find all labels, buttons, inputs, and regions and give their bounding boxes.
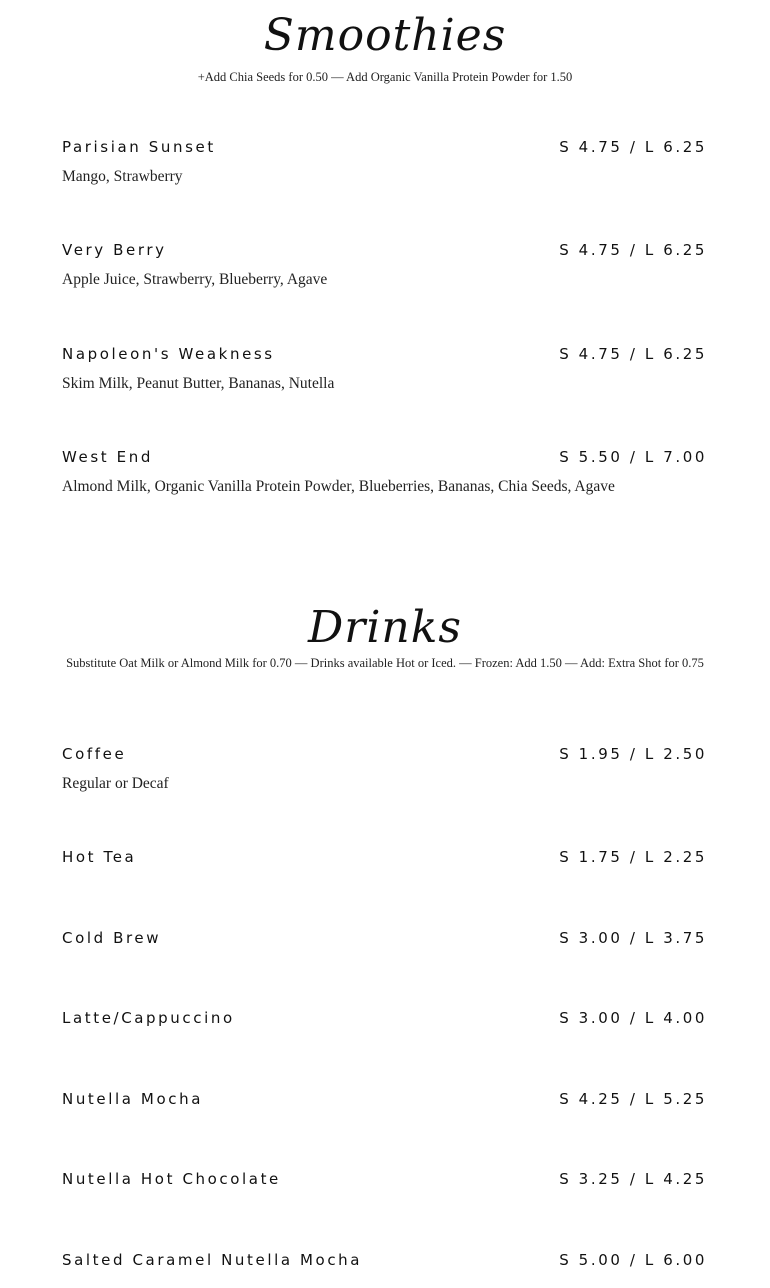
item-description: Apple Juice, Strawberry, Blueberry, Agave	[62, 271, 328, 288]
item-price: S 5.00 / L 6.00	[559, 1251, 707, 1269]
item-name: Napoleon's Weakness	[62, 345, 275, 363]
item-price: S 3.00 / L 4.00	[559, 1009, 707, 1027]
item-price: S 3.25 / L 4.25	[559, 1170, 707, 1188]
item-price: S 3.00 / L 3.75	[559, 929, 707, 947]
item-price: S 4.25 / L 5.25	[559, 1090, 707, 1108]
item-description: Almond Milk, Organic Vanilla Protein Powder, Blueberries, Bananas, Chia Seeds, Agave	[62, 478, 615, 495]
item-price: S 1.75 / L 2.25	[559, 848, 707, 866]
item-name: Parisian Sunset	[62, 138, 216, 156]
item-description: Mango, Strawberry	[62, 168, 183, 185]
item-price: S 4.75 / L 6.25	[559, 345, 707, 363]
smoothies-section-title: Smoothies	[263, 10, 507, 61]
item-name: Nutella Mocha	[62, 1090, 203, 1108]
item-name: Salted Caramel Nutella Mocha	[62, 1251, 363, 1269]
smoothies-section-note: +Add Chia Seeds for 0.50 — Add Organic Vanilla Protein Powder for 1.50	[197, 70, 573, 84]
drinks-section-note: Substitute Oat Milk or Almond Milk for 0.70 — Drinks available Hot or Iced. — Frozen: Add 1.50 — Add: Extra Shot for 0.75	[66, 656, 704, 670]
item-price: S 1.95 / L 2.50	[559, 745, 707, 763]
item-description: Regular or Decaf	[62, 775, 169, 792]
item-name: Coffee	[62, 745, 127, 763]
item-name: Latte/Cappuccino	[62, 1009, 235, 1027]
item-name: Nutella Hot Chocolate	[62, 1170, 281, 1188]
item-price: S 4.75 / L 6.25	[559, 138, 707, 156]
item-price: S 4.75 / L 6.25	[559, 241, 707, 259]
item-name: Very Berry	[62, 241, 167, 259]
item-name: Hot Tea	[62, 848, 137, 866]
item-price: S 5.50 / L 7.00	[559, 448, 707, 466]
item-name: Cold Brew	[62, 929, 162, 947]
item-name: West End	[62, 448, 153, 466]
drinks-section-title: Drinks	[308, 602, 462, 653]
item-description: Skim Milk, Peanut Butter, Bananas, Nutella	[62, 375, 335, 392]
